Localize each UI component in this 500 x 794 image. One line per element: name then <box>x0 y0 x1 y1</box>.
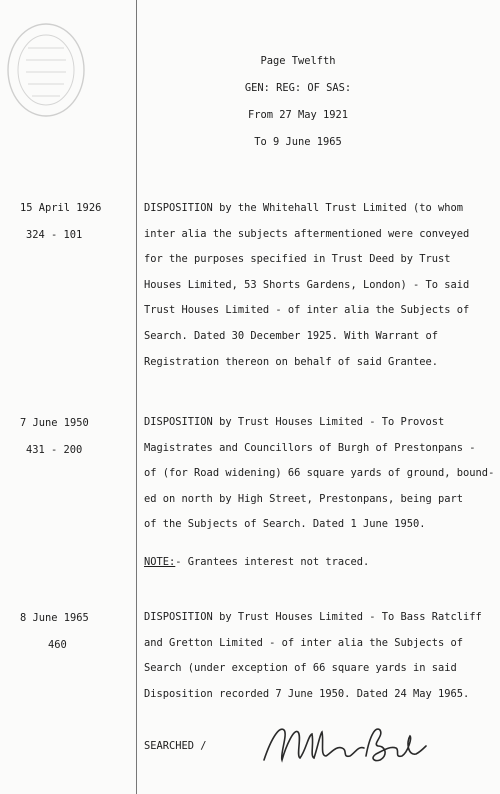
entry-line: of (for Road widening) 66 square yards of ground, bound- <box>144 467 494 480</box>
entry-date: 8 June 1965 <box>20 612 89 624</box>
entry-line: DISPOSITION by Trust Houses Limited - To Bass Ratcliff <box>144 611 482 623</box>
page-title: Page Twelfth <box>260 55 336 67</box>
margin-rule <box>136 0 137 794</box>
entry-line: Search. Dated 30 December 1925. With Warrant of <box>144 329 439 342</box>
note-text: - Grantees interest not traced. <box>175 556 370 568</box>
entry-3-margin <box>20 605 132 659</box>
document-header <box>218 48 378 156</box>
searched-stamp: SEARCHED / <box>144 740 207 752</box>
entry-date: 7 June 1950 <box>20 417 89 429</box>
entry-line: DISPOSITION by the Whitehall Trust Limited (to whom <box>144 202 464 214</box>
note-label: NOTE: <box>144 556 176 568</box>
entry-2-margin <box>20 410 132 464</box>
entry-line: for the purposes specified in Trust Deed by Trust <box>144 253 451 266</box>
entry-date: 15 April 1926 <box>20 202 102 214</box>
period-from: From 27 May 1921 <box>247 109 349 121</box>
entry-1-margin <box>20 195 132 249</box>
entry-line: and Gretton Limited - of inter alia the Subjects of <box>144 636 464 649</box>
entry-line: Magistrates and Councillors of Burgh of Prestonpans - <box>144 441 476 454</box>
entry-line: inter alia the subjects aftermentioned were conveyed <box>144 227 470 240</box>
entry-3-text <box>144 605 494 707</box>
note <box>144 550 369 575</box>
entry-line: Houses Limited, 53 Shorts Gardens, London) - To said <box>144 278 470 291</box>
entry-line: Registration thereon on behalf of said Grantee. <box>144 355 439 368</box>
entry-reference: 324 - 101 <box>26 229 83 241</box>
entry-line: DISPOSITION by Trust Houses Limited - To Provost <box>144 416 445 428</box>
entry-line: ed on north by High Street, Prestonpans, being part <box>144 492 464 505</box>
entry-line: Search (under exception of 66 square yards in said <box>144 662 457 675</box>
entry-line: Disposition recorded 7 June 1950. Dated 24 May 1965. <box>144 687 470 700</box>
entry-2-text <box>144 410 494 538</box>
embossed-seal-icon <box>4 18 88 122</box>
entry-1-text <box>144 196 494 375</box>
entry-line: Trust Houses Limited - of inter alia the Subjects of <box>144 304 470 317</box>
entry-line: of the Subjects of Search. Dated 1 June 1950. <box>144 518 426 531</box>
register-name: GEN: REG: OF SAS: <box>244 82 352 94</box>
handwritten-signature-icon <box>258 716 428 770</box>
entry-reference: 460 <box>48 639 67 651</box>
period-to: To 9 June 1965 <box>254 136 342 148</box>
entry-reference: 431 - 200 <box>26 444 83 456</box>
